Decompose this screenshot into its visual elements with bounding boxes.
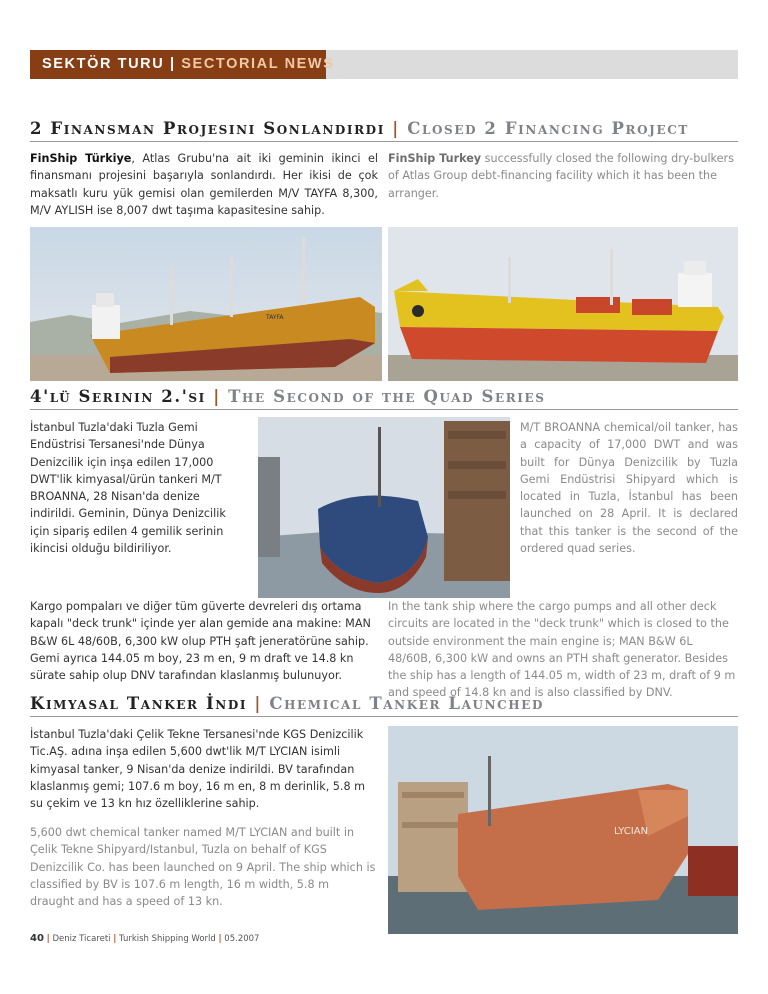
article-1-rule [30, 141, 738, 142]
article-3-title-en: Chemical Tanker Launched [269, 694, 544, 713]
article-2-rule [30, 409, 738, 410]
article-3-title: Kimyasal Tanker İndi | Chemical Tanker Launched [30, 694, 544, 713]
section-label-tr: SEKTÖR TURU [42, 56, 165, 72]
page-footer: 40 | Deniz Ticareti | Turkish Shipping World | 05.2007 [30, 933, 260, 944]
article-2-body-en-p1: M/T BROANNA chemical/oil tanker, has a capacity of 17,000 DWT and was built for Dünya Denizcilik by Tuzla Gemi Endüstrisi Shipyard which is located in Tuzla, İstanbul has been launched on 28 April. It is declared that this tanker is the second of the ordered quad series. [520, 421, 738, 556]
footer-issue: 05.2007 [224, 934, 260, 944]
article-1-title-tr: 2 Finansman Projesini Sonlandırdı [30, 119, 385, 138]
article-1-title-en: Closed 2 Financing Project [407, 119, 689, 138]
hull-name-lycian: LYCIAN [614, 826, 649, 837]
article-2-body-en-p2: In the tank ship where the cargo pumps and all other deck circuits are located in the "deck trunk" which is closed to the outside environment the main engine is; MAN B&W 6L 48/60B, 6,300 kW and owns an PTH shaft generator. Besides the ship has a length of 144.05 m, width of 23 m, draft of 9 m and speed of 14.8 kn and is also classified by DNV. [388, 600, 736, 700]
article-1-body-en: FinShip Turkey successfully closed the following dry-bulkers of Atlas Group debt-financing facility which it has been the arranger. [388, 152, 734, 200]
article-2-title-tr: 4'lü Serinin 2.'si [30, 387, 206, 406]
article-3-body-tr: İstanbul Tuzla'daki Çelik Tekne Tersanesi'nde KGS Denizcilik Tic.AŞ. adına inşa edilen 5,600 dwt'lik M/T LYCIAN isimli kimyasal tanker, 9 Nisan'da denize indirildi. BV tarafından klaslanmış gemi; 107.6 m boy, 16 m en, 8 m derinlik, 5.8 m su çekim ve 13 kn hız özelliklerine sahip. [30, 728, 366, 811]
photo-tanker-lycian [388, 726, 738, 934]
photo-ship-tayfa [30, 227, 382, 381]
article-2-title: 4'lü Serinin 2.'si | The Second of the Quad Series [30, 387, 546, 406]
hull-name-tayfa: TAYFA [266, 314, 284, 321]
footer-magazine-tr: Deniz Ticareti [52, 934, 111, 944]
article-3-title-tr: Kimyasal Tanker İndi [30, 694, 248, 713]
article-1-title: 2 Finansman Projesini Sonlandırdı | Closed 2 Financing Project [30, 119, 689, 138]
article-2-title-en: The Second of the Quad Series [228, 387, 546, 406]
article-2-body-tr-p1: İstanbul Tuzla'daki Tuzla Gemi Endüstrisi Tersanesi'nde Dünya Denizcilik için inşa edilen 17,000 DWT'lik kimyasal/ürün tankeri M/T BROANNA, 28 Nisan'da denize indirildi. Geminin, Dünya Denizcilik için sipariş edilen 4 gemilik serinin ikincisi olduğu bildiriliyor. [30, 421, 226, 556]
article-1-body-tr: FinShip Türkiye, Atlas Grubu'na ait iki geminin ikinci el finansmanı projesini başarıyla sonlandırdı. Her ikisi de çok maksatlı kuru yük gemisi olan gemilerden M/V TAYFA 8,300, M/V AYLISH ise 8,007 dwt taşıma kapasitesine sahip. [30, 152, 378, 217]
photo-tanker-broanna [258, 417, 510, 598]
photo-ship-aylish [388, 227, 738, 381]
article-3-rule [30, 716, 738, 717]
page-number: 40 [30, 933, 44, 944]
section-header-label [42, 56, 334, 72]
footer-magazine-en: Turkish Shipping World [119, 934, 216, 944]
article-2-body-tr-p2: Kargo pompaları ve diğer tüm güverte devreleri dış ortama kapalı "deck trunk" içinde yer alan gemide ana makine: MAN B&W 6L 48/60B, 6,300 kW olup PTH şaft jeneratörüne sahip. Gemi ayrıca 144.05 m boy, 23 m en, 9 m draft ve 14.8 kn sürate sahip olup DNV tarafından klaslanmış bulunuyor. [30, 600, 371, 683]
section-separator: | [169, 56, 176, 72]
section-label-en: SECTORIAL NEWS [181, 56, 335, 72]
article-3-body-en: 5,600 dwt chemical tanker named M/T LYCIAN and built in Çelik Tekne Shipyard/Istanbul, Tuzla on behalf of KGS Denizcilik Co. has been launched on 9 April. The ship which is classified by BV is 107.6 m length, 16 m width, 5.8 m draught and has a speed of 13 kn. [30, 826, 376, 909]
